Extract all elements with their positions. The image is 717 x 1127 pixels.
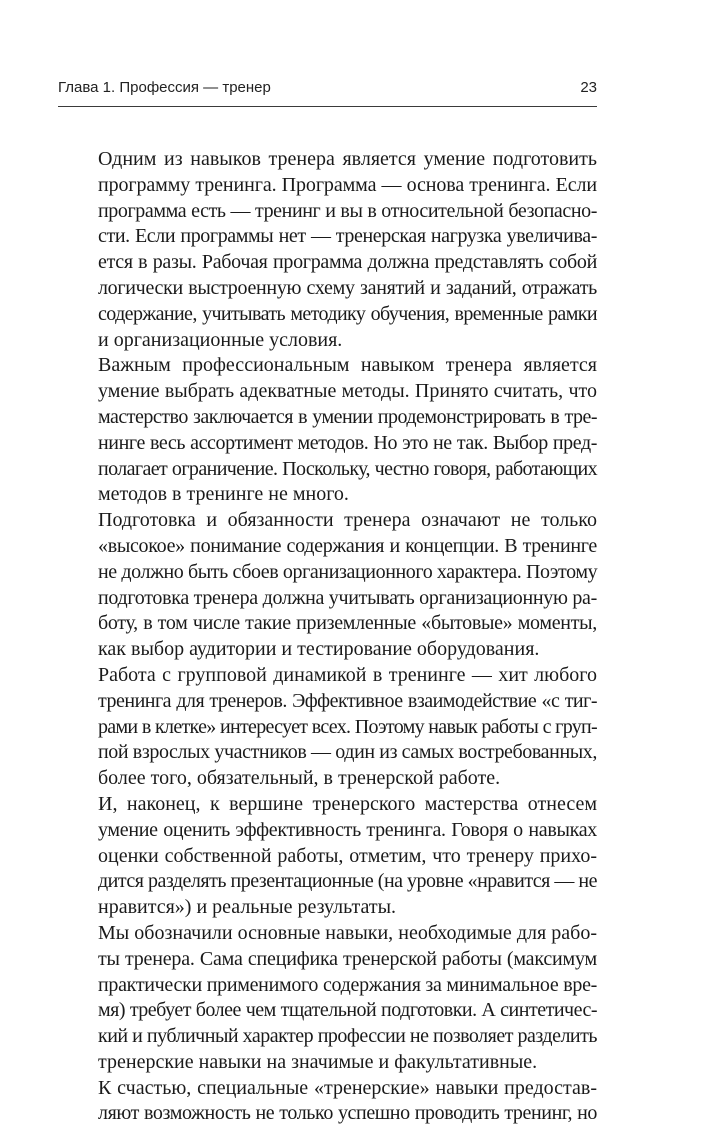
text-line: программу тренинга. Программа — основа тренинга. Если: [98, 173, 597, 196]
text-line: Подготовка и обязанности тренера означают не только: [98, 509, 597, 532]
chapter-title: Глава 1. Профессия — тренер: [58, 79, 271, 96]
text-line: пой взрослых участников — один из самых востребованных,: [98, 741, 597, 764]
text-line: ется в разы. Рабочая программа должна представлять собой: [98, 251, 597, 274]
text-line: Важным профессиональным навыком тренера является: [98, 354, 597, 377]
text-line: нинге весь ассортимент методов. Но это не так. Выбор пред-: [98, 431, 597, 454]
text-line: И, наконец, к вершине тренерского мастерства отнесем: [98, 792, 597, 815]
text-line: как выбор аудитории и тестирование оборудования.: [98, 638, 540, 661]
text-line: умение оценить эффективность тренинга. Говоря о навыках: [98, 818, 597, 841]
text-line: тренерские навыки на значимые и факультативные.: [98, 1050, 538, 1073]
text-line: более того, обязательный, в тренерской работе.: [98, 767, 501, 790]
paragraph: [58, 792, 597, 921]
text-line: ляют возможность не только успешно проводить тренинг, но: [98, 1102, 597, 1125]
text-line: и организационные условия.: [98, 328, 343, 351]
paragraph: [58, 147, 597, 353]
text-line: К счастью, специальные «тренерские» навыки предостав-: [98, 1076, 597, 1099]
text-line: методов в тренинге не много.: [98, 483, 349, 506]
text-line: сти. Если программы нет — тренерская нагрузка увеличива-: [98, 225, 597, 248]
paragraph: [58, 508, 597, 663]
header-rule: [58, 106, 597, 107]
running-header: [58, 79, 597, 96]
text-line: нравится») и реальные результаты.: [98, 896, 397, 919]
text-line: полагает ограничение. Поскольку, честно говоря, работающих: [98, 457, 597, 480]
text-line: тренинга для тренеров. Эффективное взаимодействие «с тиг-: [98, 689, 597, 712]
page-number: 23: [580, 79, 597, 96]
text-line: «высокое» понимание содержания и концепции. В тренинге: [98, 534, 597, 557]
text-line: дится разделять презентационные (на уровне «нравится — не: [98, 870, 597, 893]
text-line: оценки собственной работы, отметим, что тренеру прихо-: [98, 844, 597, 867]
text-line: ты тренера. Сама специфика тренерской работы (максимум: [98, 947, 597, 970]
paragraph: [58, 921, 597, 1076]
body-text: [58, 147, 597, 1127]
text-line: логически выстроенную схему занятий и заданий, отражать: [98, 276, 597, 299]
text-line: содержание, учитывать методику обучения, временные рамки: [98, 302, 597, 325]
text-line: умение выбрать адекватные методы. Принято считать, что: [98, 380, 597, 403]
text-line: мастерство заключается в умении продемонстрировать в тре-: [98, 405, 597, 428]
text-line: Мы обозначили основные навыки, необходимые для рабо-: [98, 921, 597, 944]
text-line: боту, в том числе такие приземленные «бытовые» моменты,: [98, 612, 597, 635]
paragraph: [58, 353, 597, 508]
text-line: практически применимого содержания за минимальное вре-: [98, 973, 597, 996]
text-line: Работа с групповой динамикой в тренинге — хит любого: [98, 663, 597, 686]
paragraph: [58, 663, 597, 792]
text-line: рами в клетке» интересует всех. Поэтому навык работы с груп-: [98, 715, 597, 738]
text-line: кий и публичный характер профессии не позволяет разделить: [98, 1025, 597, 1048]
text-line: подготовка тренера должна учитывать организационную ра-: [98, 586, 597, 609]
text-line: не должно быть сбоев организационного характера. Поэтому: [98, 560, 598, 583]
text-line: Одним из навыков тренера является умение подготовить: [98, 148, 597, 170]
text-line: программа есть — тренинг и вы в относительной безопасно-: [98, 199, 597, 222]
paragraph: [58, 1076, 597, 1127]
text-line: мя) требует более чем тщательной подготовки. А синтетичес-: [98, 999, 597, 1022]
